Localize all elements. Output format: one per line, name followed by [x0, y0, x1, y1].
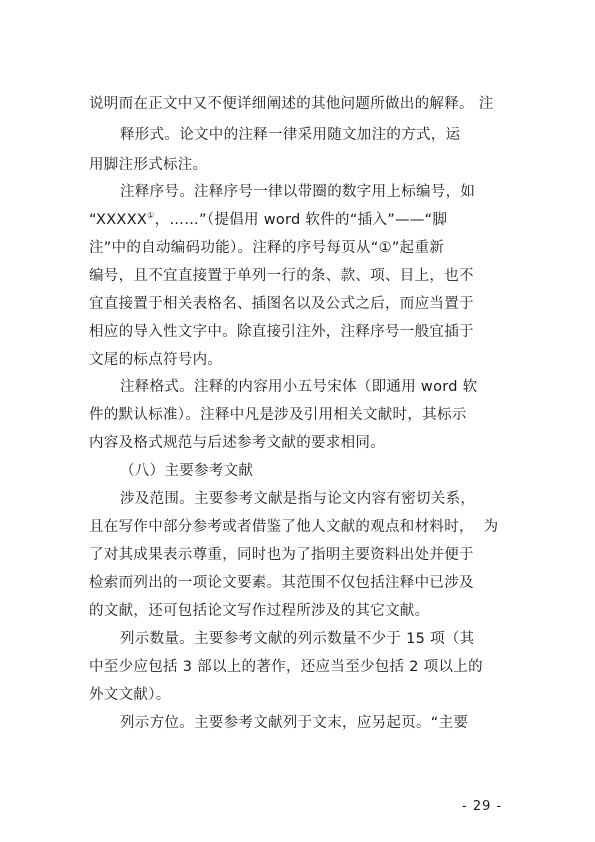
section-heading: （八）主要参考文献 — [120, 463, 254, 479]
body-text-line: 用脚注形式标注。 — [89, 157, 208, 173]
body-text-line: 注释格式。注释的内容用小五号宋体（即通用 word 软 — [120, 379, 478, 395]
body-text-line: 列示数量。主要参考文献的列示数量不少于 15 项（其 — [120, 631, 475, 647]
body-text-line: 的文献，还可包括论文写作过程所涉及的其它文献。 — [89, 603, 430, 619]
body-text-line: 注释序号。注释序号一律以带圈的数字用上标编号，如 — [120, 184, 476, 200]
body-text-line: 文尾的标点符号内。 — [89, 352, 223, 368]
body-text-line: 列示方位。主要参考文献列于文末，应另起页。“主要 — [120, 715, 469, 731]
body-text-line: 宜直接置于相关表格名、插图名以及公式之后，而应当置于 — [89, 296, 474, 312]
body-text-line: “XXXXX①，……”（提倡用 word 软件的“插入”——“脚 — [89, 211, 448, 228]
body-text-line: 说明而在正文中又不便详细阐述的其他问题所做出的解释。 注 — [89, 96, 494, 112]
body-text-line: 件的默认标准）。注释中凡是涉及引用相关文献时，其标示 — [89, 407, 467, 423]
body-text-line: 编号，且不宜直接置于单列一行的条、款、项、目上，也不 — [89, 268, 474, 284]
body-text-line: 检索而列出的一项论文要素。其范围不仅包括注释中已涉及 — [89, 575, 474, 591]
body-text-line: 且在写作中部分参考或者借鉴了他人文献的观点和材料时， 为 — [89, 519, 499, 535]
body-text-line: 中至少应包括 3 部以上的著作，还应当至少包括 2 项以上的 — [89, 659, 483, 675]
footnote-marker: ① — [147, 211, 155, 220]
body-text-line: 相应的导入性文字中。除直接引注外，注释序号一般宜插于 — [89, 324, 474, 340]
body-text-line: 释形式。论文中的注释一律采用随文加注的方式，运 — [120, 127, 461, 143]
body-text-line: 了对其成果表示尊重，同时也为了指明主要资料出处并便于 — [89, 547, 474, 563]
body-text-line: 涉及范围。主要参考文献是指与论文内容有密切关系， — [120, 491, 476, 507]
page-number: - 29 - — [462, 799, 503, 814]
body-text-line: 外文文献）。 — [89, 687, 171, 703]
body-text-line: 内容及格式规范与后述参考文献的要求相同。 — [89, 435, 385, 451]
body-text-line: 注”中的自动编码功能）。注释的序号每页从“①”起重新 — [89, 240, 445, 256]
